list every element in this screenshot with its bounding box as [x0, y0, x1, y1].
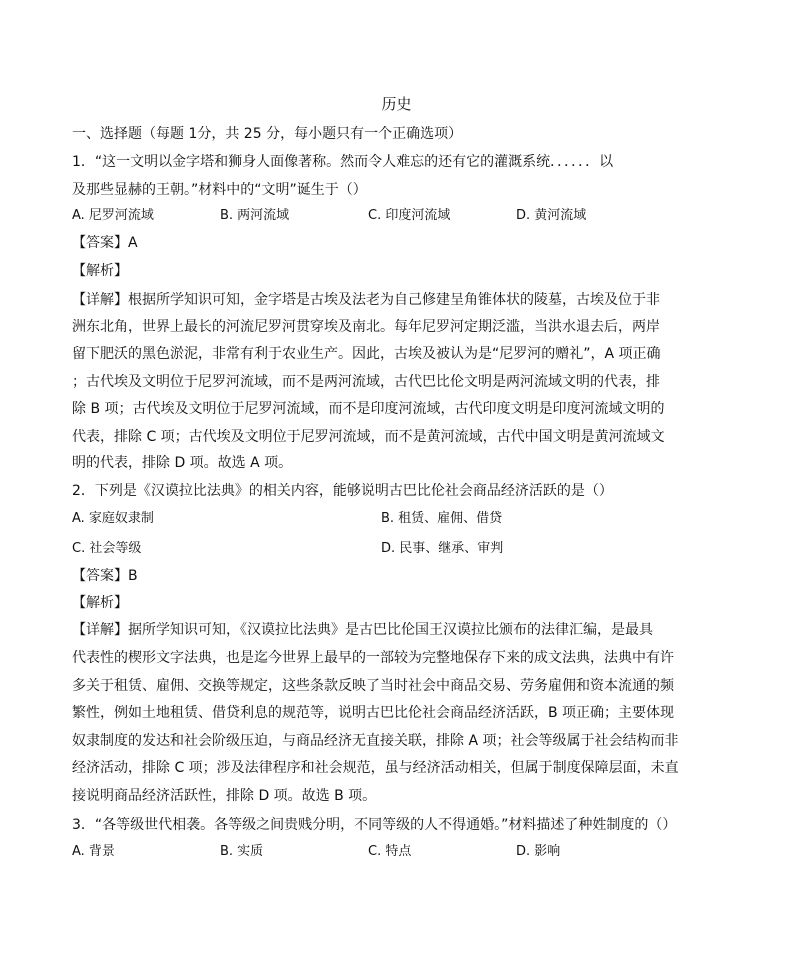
q1-detail-line: 【详解】根据所学知识可知，金字塔是古埃及法老为自己修建呈角锥体状的陵墓，古埃及位于非: [72, 292, 660, 308]
q2-detail-line: 【详解】据所学知识可知，《汉谟拉比法典》是古巴比伦国王汉谟拉比颁布的法律汇编，是最具: [72, 622, 653, 638]
q1-stem-line-2: 及那些显赫的王朝。”材料中的“文明”诞生于（）: [72, 182, 367, 198]
q1-detail-line: ；古代埃及文明位于尼罗河流域，而不是两河流域，古代巴比伦文明是两河流域文明的代表，排: [72, 374, 660, 390]
q2-option-c: C. 社会等级: [72, 541, 142, 556]
q3-option-b: B. 实质: [220, 844, 264, 859]
q2-analysis-label: 【解析】: [72, 595, 128, 611]
q1-stem-line-1: 1．“这一文明以金字塔和狮身人面像著称。然而令人难忘的还有它的灌溉系统．．．．．．以: [72, 154, 614, 170]
q2-stem: 2．下列是《汉谟拉比法典》的相关内容，能够说明古巴比伦社会商品经济活跃的是（）: [72, 483, 613, 499]
q2-answer: 【答案】B: [72, 568, 138, 584]
q1-answer: 【答案】A: [72, 235, 138, 251]
q1-option-b: B. 两河流域: [220, 208, 290, 223]
q1-option-d: D. 黄河流域: [516, 208, 587, 223]
q2-detail-line: 经济活动，排除 C 项；涉及法律程序和社会规范，虽与经济活动相关，但属于制度保障层面，未直: [72, 760, 679, 776]
q2-option-b: B. 租赁、雇佣、借贷: [381, 511, 503, 526]
q1-detail-line: 除 B 项；古代埃及文明位于尼罗河流域，而不是印度河流域，古代印度文明是印度河流域文明的: [72, 401, 665, 417]
q1-option-c: C. 印度河流域: [368, 208, 451, 223]
q1-detail-line: 留下肥沃的黑色淤泥，非常有利于农业生产。因此，古埃及被认为是“尼罗河的赠礼”，A 项正确: [72, 346, 661, 362]
q3-option-d: D. 影响: [516, 844, 561, 859]
q2-detail-line: 奴隶制度的发达和社会阶级压迫，与商品经济无直接关联，排除 A 项；社会等级属于社会结构而非: [72, 733, 679, 749]
q1-detail-line: 明的代表，排除 D 项。故选 A 项。: [72, 455, 293, 471]
q2-detail-line: 代表性的楔形文字法典，也是迄今世界上最早的一部较为完整地保存下来的成文法典，法典中有许: [72, 650, 674, 666]
q2-option-d: D. 民事、继承、审判: [381, 541, 504, 556]
section-heading: 一、选择题（每题 1分，共 25 分，每小题只有一个正确选项）: [72, 126, 463, 142]
q2-detail-line: 多关于租赁、雇佣、交换等规定，这些条款反映了当时社会中商品交易、劳务雇佣和资本流通的频: [72, 678, 674, 694]
q3-option-c: C. 特点: [368, 844, 412, 859]
q3-option-a: A. 背景: [72, 844, 115, 859]
q1-option-a: A. 尼罗河流域: [72, 208, 154, 223]
q1-analysis-label: 【解析】: [72, 263, 128, 279]
q1-detail-line: 洲东北角，世界上最长的河流尼罗河贯穿埃及南北。每年尼罗河定期泛滥，当洪水退去后，两岸: [72, 319, 660, 335]
document-title: 历史: [381, 95, 412, 113]
q3-stem: 3．“各等级世代相袭。各等级之间贵贱分明，不同等级的人不得通婚。”材料描述了种姓制度的（）: [72, 817, 677, 833]
q2-detail-line: 繁性，例如土地租赁、借贷利息的规范等，说明古巴比伦社会商品经济活跃，B 项正确；主要体现: [72, 705, 675, 721]
q2-detail-line: 接说明商品经济活跃性，排除 D 项。故选 B 项。: [72, 788, 377, 804]
q1-detail-line: 代表，排除 C 项；古代埃及文明位于尼罗河流域，而不是黄河流域，古代中国文明是黄河流域文: [72, 429, 665, 445]
q2-option-a: A. 家庭奴隶制: [72, 511, 154, 526]
